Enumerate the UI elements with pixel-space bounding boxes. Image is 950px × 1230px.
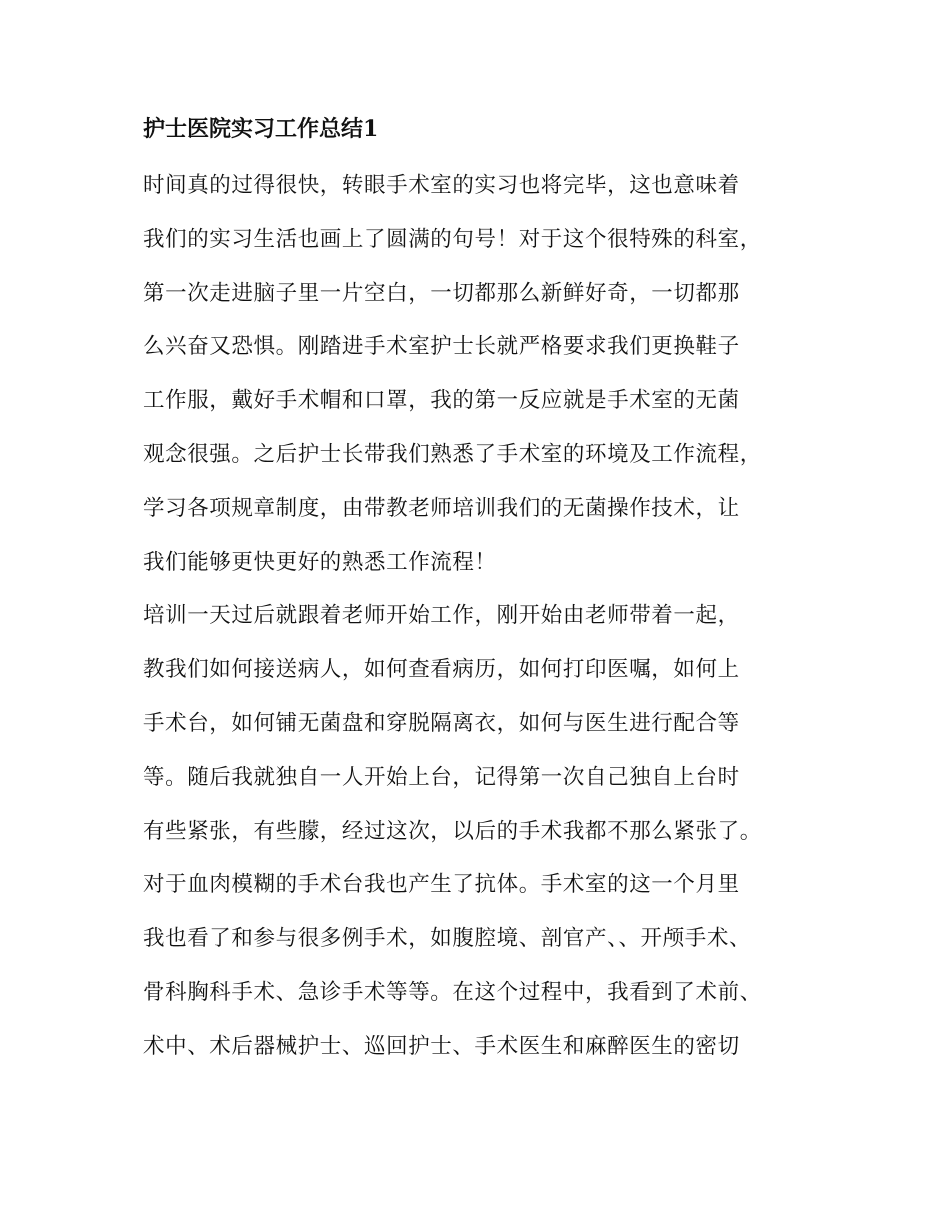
- text-line: 工作服，戴好手术帽和口罩，我的第一反应就是手术室的无菌: [143, 388, 740, 414]
- text-line: 我们能够更快更好的熟悉工作流程！: [143, 549, 497, 575]
- text-line: 有些紧张，有些朦，经过这次，以后的手术我都不那么紧张了。: [143, 818, 762, 844]
- text-line: 对于血肉模糊的手术台我也产生了抗体。手术室的这一个月里: [143, 872, 740, 898]
- text-line: 培训一天过后就跟着老师开始工作，刚开始由老师带着一起，: [143, 603, 740, 629]
- text-line: 术中、术后器械护士、巡回护士、手术医生和麻醉医生的密切: [143, 1033, 740, 1059]
- text-line: 等。随后我就独自一人开始上台，记得第一次自己独自上台时: [143, 764, 740, 790]
- text-line: 学习各项规章制度，由带教老师培训我们的无菌操作技术，让: [143, 495, 740, 521]
- text-line: 我们的实习生活也画上了圆满的句号！对于这个很特殊的科室，: [143, 226, 762, 252]
- text-line: 我也看了和参与很多例手术，如腹腔境、剖官产、、开颅手术、: [143, 926, 752, 952]
- document-title: 护士医院实习工作总结1: [143, 116, 379, 142]
- text-line: 骨科胸科手术、急诊手术等等。在这个过程中，我看到了术前、: [143, 979, 762, 1005]
- document-body: [143, 166, 843, 1081]
- text-line: 第一次走进脑子里一片空白，一切都那么新鲜好奇，一切都那: [143, 280, 740, 306]
- text-line: 观念很强。之后护士长带我们熟悉了手术室的环境及工作流程，: [143, 441, 762, 467]
- text-line: 教我们如何接送病人，如何查看病历，如何打印医嘱，如何上: [143, 657, 740, 683]
- text-line: 时间真的过得很快，转眼手术室的实习也将完毕，这也意味着: [143, 173, 740, 198]
- text-line: 么兴奋又恐惧。刚踏进手术室护士长就严格要求我们更换鞋子: [143, 334, 740, 360]
- text-line: 手术台，如何铺无菌盘和穿脱隔离衣，如何与医生进行配合等: [143, 710, 740, 736]
